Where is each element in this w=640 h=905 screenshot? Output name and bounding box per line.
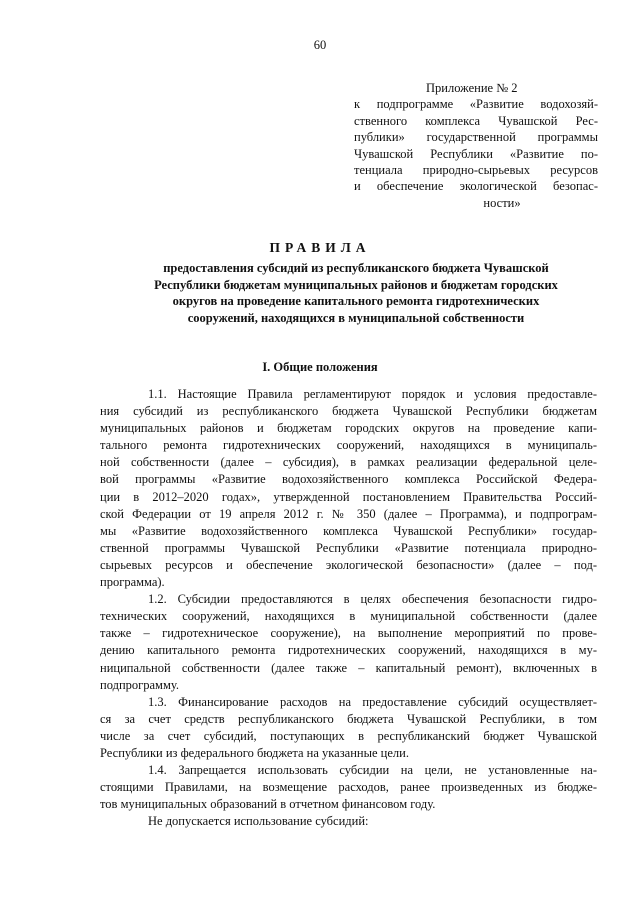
body-line: Республики из федерального бюджета на указанные цели.: [100, 745, 409, 760]
body-line: тов муниципальных образований в отчетном финансовом году.: [100, 797, 436, 812]
document-subtitle: [100, 260, 612, 326]
body-text: [100, 386, 597, 830]
body-line: стоящими Правилами, на возмещение расходов, ранее произведенных из бюдже-: [100, 780, 597, 795]
body-line: 1.4. Запрещается использовать субсидии на цели, не установленные на-: [148, 763, 597, 778]
appendix-note: [354, 80, 598, 211]
body-line: подпрограмму.: [100, 677, 179, 692]
appendix-line: публики» государственной программы: [354, 130, 598, 145]
subtitle-line: округов на проведение капитального ремонта гидротехнических: [172, 294, 540, 308]
body-line: ственной программы Чувашской Республики «Развитие потенциала природно-: [100, 540, 597, 555]
section-heading: I. Общие положения: [262, 360, 378, 374]
body-line: ниципальной собственности (далее также – капитальный ремонт), включенных в: [100, 660, 597, 675]
appendix-line: к подпрограмме «Развитие водохозяй-: [354, 97, 598, 112]
body-line: Не допускается использование субсидий:: [148, 814, 369, 829]
body-line: тального ремонта гидротехнических сооружений, находящихся в муниципаль-: [100, 438, 597, 453]
appendix-line: ственного комплекса Чувашской Рес-: [354, 113, 598, 128]
body-line: 1.3. Финансирование расходов на предоставление субсидий осуществляет-: [148, 694, 597, 709]
body-line: вой программы «Развитие водохозяйственного комплекса Российской Федера-: [100, 472, 597, 487]
body-line: числе за счет субсидий, поступающих в республиканский бюджет Чувашской: [100, 728, 597, 743]
body-line: также – гидротехническое сооружение), на выполнение мероприятий по прове-: [100, 626, 597, 641]
body-line: ной собственности (далее – субсидия), в рамках реализации федеральной целе-: [100, 455, 597, 470]
body-line: ся за счет средств республиканского бюджета Чувашской Республики, в том: [100, 711, 597, 726]
appendix-line: и обеспечение экологической безопас-: [354, 179, 598, 194]
page-number: 60: [313, 38, 327, 52]
appendix-line: ности»: [483, 195, 521, 210]
subtitle-line: сооружений, находящихся в муниципальной собственности: [187, 310, 525, 325]
body-line: программа).: [100, 575, 165, 590]
document-title: ПРАВИЛА: [269, 240, 371, 255]
subtitle-line: Республики бюджетам муниципальных районов и бюджетам городских: [154, 277, 558, 292]
appendix-line: тенциала природно-сырьевых ресурсов: [354, 163, 598, 178]
body-line: 1.1. Настоящие Правила регламентируют порядок и условия предоставле-: [148, 387, 597, 401]
body-line: ской Федерации от 19 апреля 2012 г. № 350 (далее – Программа), и подпрограм-: [100, 506, 597, 521]
appendix-line: Чувашской Республики «Развитие по-: [354, 146, 598, 161]
body-line: мы «Развитие водохозяйственного комплекса Чувашской Республики» государ-: [100, 523, 597, 538]
body-line: ния субсидий из республиканского бюджета Чувашской Республики бюджетам: [100, 404, 597, 419]
body-line: сырьевых ресурсов и обеспечение экологической безопасности» (далее – под-: [100, 557, 597, 572]
appendix-line: Приложение № 2: [426, 81, 518, 95]
body-line: дению капитального ремонта гидротехнических сооружений, находящихся в му-: [100, 643, 597, 658]
body-line: технических сооружений, находящихся в муниципальной собственности (далее: [100, 609, 597, 624]
body-line: 1.2. Субсидии предоставляются в целях обеспечения безопасности гидро-: [148, 592, 597, 607]
body-line: ции в 2012–2020 годах», утвержденной постановлением Правительства Россий-: [100, 489, 597, 504]
body-line: муниципальных районов и бюджетам городских округов на проведение капи-: [100, 421, 597, 436]
subtitle-line: предоставления субсидий из республиканского бюджета Чувашской: [163, 261, 549, 275]
